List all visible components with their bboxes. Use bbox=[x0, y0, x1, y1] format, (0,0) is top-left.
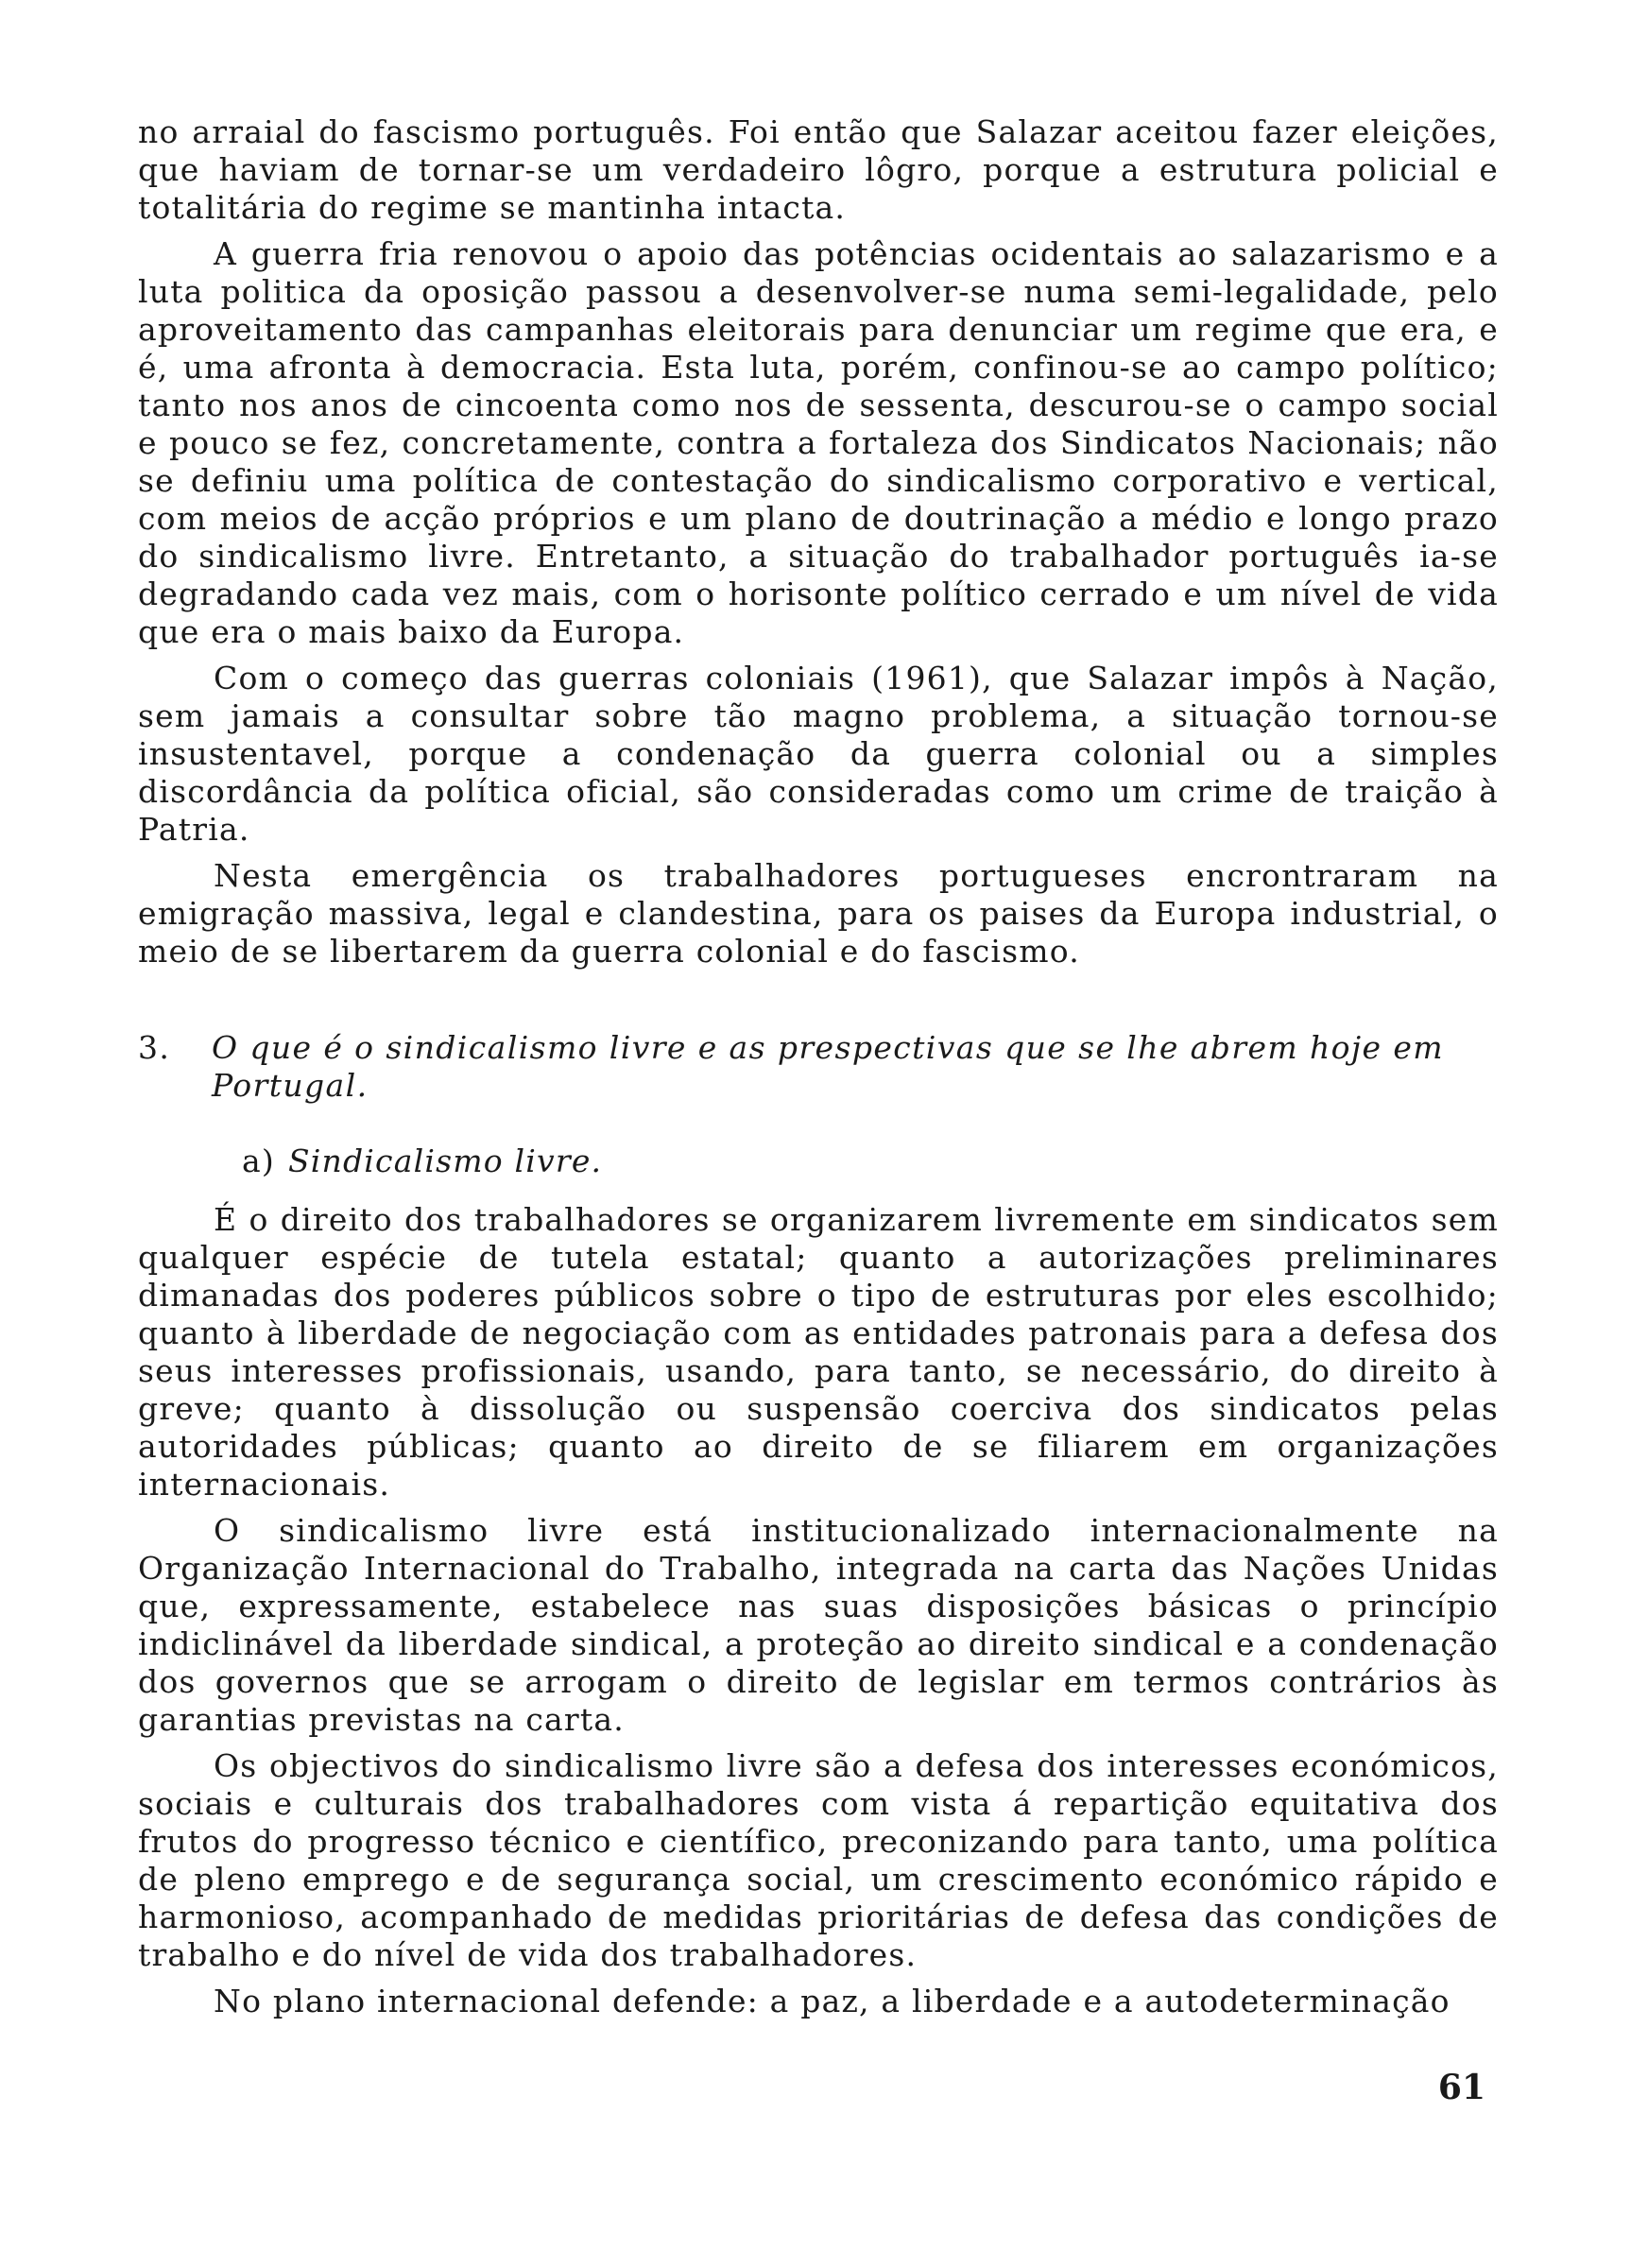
subsection-title: Sindicalismo livre. bbox=[287, 1143, 603, 1179]
section-number: 3. bbox=[138, 1029, 171, 1066]
paragraph-emigration: Nesta emergência os trabalhadores portugueses encrontraram na emigração massiva, legal e clandestina, para os paises da Europa industrial, o meio de se libertarem da guerra colonial e do fascismo. bbox=[138, 857, 1499, 970]
section-heading bbox=[138, 1029, 1499, 1105]
paragraph-cold-war: A guerra fria renovou o apoio das potências ocidentais ao salazarismo e a luta politica da oposição passou a desenvolver-se numa semi-legalidade, pelo aproveitamento das campanhas eleitorais para denunciar um regime que era, e é, uma afronta à democracia. Esta luta, porém, confinou-se ao campo político; tanto nos anos de cincoenta como nos de sessenta, descurou-se o campo social e pouco se fez, concretamente, contra a fortaleza dos Sindicatos Nacionais; não se definiu uma política de contestação do sindicalismo corporativo e vertical, com meios de acção próprios e um plano de doutrinação a médio e longo prazo do sindicalismo livre. Entretanto, a situação do trabalhador português ia-se degradando cada vez mais, com o horisonte político cerrado e um nível de vida que era o mais baixo da Europa. bbox=[138, 235, 1499, 650]
page-body bbox=[138, 113, 1499, 2029]
paragraph-institutionalized: O sindicalismo livre está institucionalizado internacionalmente na Organização Internacional do Trabalho, integrada na carta das Nações Unidas que, expressamente, estabelece nas suas disposições básicas o princípio indiclinável da liberdade sindical, a proteção ao direito sindical e a condenação dos governos que se arrogam o direito de legislar em termos contrários às garantias previstas na carta. bbox=[138, 1512, 1499, 1738]
page-number: 61 bbox=[1437, 2068, 1485, 2107]
subsection-heading bbox=[242, 1143, 1499, 1180]
section-title: O que é o sindicalismo livre e as prespectivas que se lhe abrem hoje em Portugal. bbox=[212, 1029, 1444, 1104]
paragraph-objectives: Os objectivos do sindicalismo livre são a defesa dos interesses económicos, sociais e culturais dos trabalhadores com vista á repartição equitativa dos frutos do progresso técnico e científico, preconizando para tanto, uma política de pleno emprego e de segurança social, um crescimento económico rápido e harmonioso, acompanhado de medidas prioritárias de defesa das condições de trabalho e do nível de vida dos trabalhadores. bbox=[138, 1747, 1499, 1973]
paragraph-definition: É o direito dos trabalhadores se organizarem livremente em sindicatos sem qualquer espécie de tutela estatal; quanto a autorizações preliminares dimanadas dos poderes públicos sobre o tipo de estruturas por eles escolhido; quanto à liberdade de negociação com as entidades patronais para a defesa dos seus interesses profissionais, usando, para tanto, se necessário, do direito à greve; quanto à dissolução ou suspensão coerciva dos sindicatos pelas autoridades públicas; quanto ao direito de se filiarem em organizações internacionais. bbox=[138, 1201, 1499, 1503]
paragraph-continuation: no arraial do fascismo português. Foi então que Salazar aceitou fazer eleições, que haviam de tornar-se um verdadeiro lôgro, porque a estrutura policial e totalitária do regime se mantinha intacta. bbox=[138, 113, 1499, 226]
paragraph-international: No plano internacional defende: a paz, a liberdade e a autodeterminação bbox=[214, 1983, 1451, 2019]
paragraph-colonial-wars: Com o começo das guerras coloniais (1961), que Salazar impôs à Nação, sem jamais a consultar sobre tão magno problema, a situação tornou-se insustentavel, porque a condenação da guerra colonial ou a simples discordância da política oficial, são consideradas como um crime de traição à Patria. bbox=[138, 660, 1499, 848]
subsection-letter: a) bbox=[242, 1143, 275, 1179]
